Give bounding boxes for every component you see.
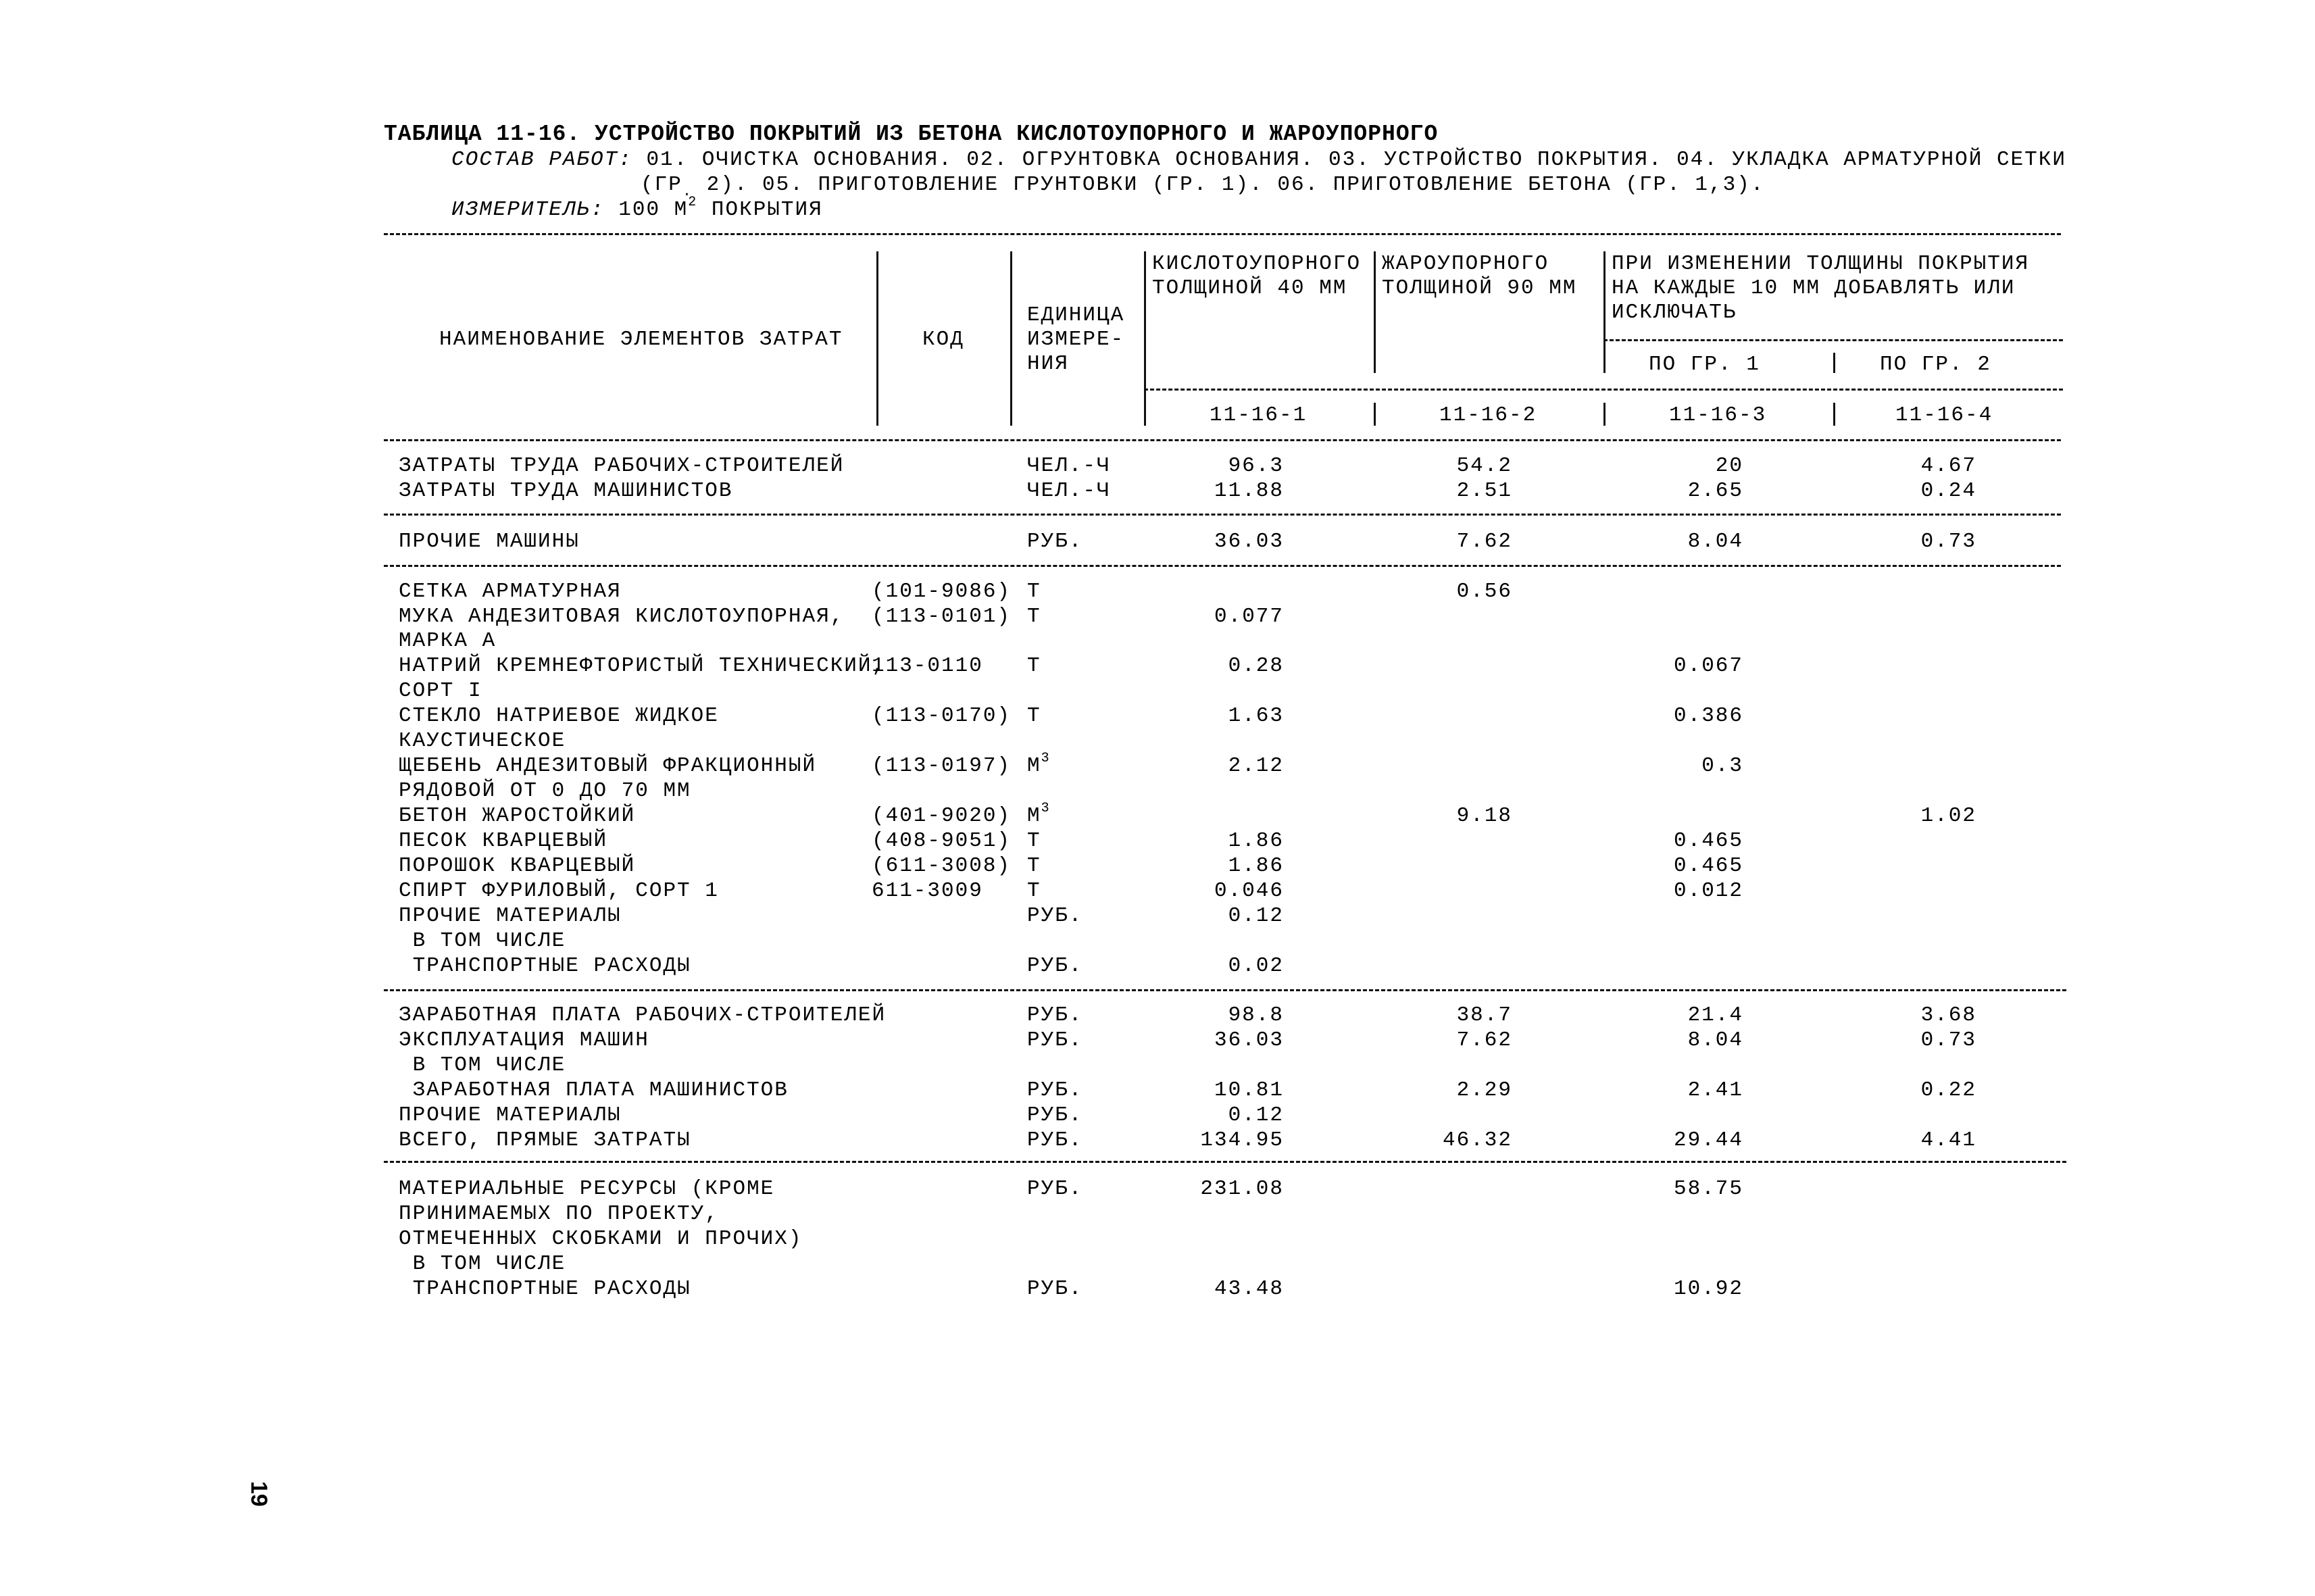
header-name: НАИМЕНОВАНИЕ ЭЛЕМЕНТОВ ЗАТРАТ bbox=[439, 328, 843, 351]
cell-code: (101-9086) bbox=[872, 580, 1012, 603]
cell-v3: 0.012 bbox=[1673, 879, 1743, 903]
cell-v4: 0.24 bbox=[1920, 479, 1976, 503]
cell-code: (408-9051) bbox=[872, 829, 1012, 853]
header-code-3: 11-16-3 bbox=[1669, 403, 1767, 427]
cell-v2: 2.51 bbox=[1456, 479, 1512, 503]
header-sub-rule bbox=[1603, 339, 2063, 341]
cell-name: СЕТКА АРМАТУРНАЯ bbox=[399, 580, 622, 603]
cell-name: СОРТ I bbox=[399, 679, 482, 703]
cell-v4: 0.73 bbox=[1920, 1028, 1976, 1052]
measure-line: ИЗМЕРИТЕЛЬ: 100 $М^2$ ПОКРЫТИЯ bbox=[451, 194, 823, 222]
cell-v1: 11.88 bbox=[1214, 479, 1284, 503]
cell-unit: РУБ. bbox=[1027, 1277, 1083, 1301]
header-heat-2: ТОЛЩИНОЙ 90 ММ bbox=[1382, 276, 1577, 300]
header-group-2: ПО ГР. 2 bbox=[1880, 353, 1991, 376]
header-unit-2: ИЗМЕРЕ- bbox=[1027, 328, 1125, 351]
header-acid-1: КИСЛОТОУПОРНОГО bbox=[1152, 252, 1362, 276]
cell-name: ПРОЧИЕ МАШИНЫ bbox=[399, 530, 580, 553]
measure-label: ИЗМЕРИТЕЛЬ: bbox=[451, 198, 605, 222]
cell-unit: ЧЕЛ.-Ч bbox=[1027, 479, 1111, 503]
cell-name: В ТОМ ЧИСЛЕ bbox=[399, 929, 566, 953]
cell-unit: Т bbox=[1027, 854, 1041, 878]
cell-v3: 0.3 bbox=[1701, 754, 1743, 778]
unit-superscript: 3 bbox=[1041, 800, 1051, 816]
header-heat-1: ЖАРОУПОРНОГО bbox=[1382, 252, 1549, 276]
cell-unit: Т bbox=[1027, 704, 1041, 728]
cell-code: 611-3009 bbox=[872, 879, 983, 903]
cell-unit: Т bbox=[1027, 879, 1041, 903]
cell-code: (401-9020) bbox=[872, 804, 1012, 828]
cell-unit: $М^3$ bbox=[1027, 750, 1051, 778]
header-divider bbox=[1603, 351, 1605, 372]
header-change-1: ПРИ ИЗМЕНЕНИИ ТОЛЩИНЫ ПОКРЫТИЯ bbox=[1612, 252, 2030, 276]
cell-name: КАУСТИЧЕСКОЕ bbox=[399, 729, 566, 753]
header-change-3: ИСКЛЮЧАТЬ bbox=[1612, 301, 1737, 324]
cell-unit: РУБ. bbox=[1027, 904, 1083, 928]
cell-name: ПРОЧИЕ МАТЕРИАЛЫ bbox=[399, 1103, 622, 1127]
header-divider bbox=[1603, 403, 1605, 426]
cell-v3: 8.04 bbox=[1687, 1028, 1743, 1052]
cell-v1: 0.28 bbox=[1228, 654, 1284, 678]
page-number: 19 bbox=[246, 1481, 272, 1507]
cell-unit: РУБ. bbox=[1027, 954, 1083, 978]
cell-v2: 54.2 bbox=[1456, 454, 1512, 478]
header-divider bbox=[876, 251, 878, 426]
cell-v3: 8.04 bbox=[1687, 530, 1743, 553]
work-composition-label: СОСТАВ РАБОТ: bbox=[451, 148, 632, 172]
cell-name: В ТОМ ЧИСЛЕ bbox=[399, 1053, 566, 1077]
cell-code: (113-0197) bbox=[872, 754, 1012, 778]
cell-code: (611-3008) bbox=[872, 854, 1012, 878]
cell-v1: 0.02 bbox=[1228, 954, 1284, 978]
header-code-rule bbox=[1144, 389, 2063, 391]
cell-unit: РУБ. bbox=[1027, 530, 1083, 553]
cell-unit: РУБ. bbox=[1027, 1003, 1083, 1027]
cell-v4: 1.02 bbox=[1920, 804, 1976, 828]
header-divider bbox=[1833, 353, 1835, 373]
cell-v3: 2.41 bbox=[1687, 1078, 1743, 1102]
cell-v3: 58.75 bbox=[1673, 1177, 1743, 1201]
header-code: КОД bbox=[922, 328, 964, 351]
cell-v1: 0.12 bbox=[1228, 904, 1284, 928]
cell-v3: 20 bbox=[1715, 454, 1743, 478]
cell-unit: ЧЕЛ.-Ч bbox=[1027, 454, 1111, 478]
cell-unit: РУБ. bbox=[1027, 1103, 1083, 1127]
header-divider bbox=[1144, 251, 1146, 426]
cell-name: ПОРОШОК КВАРЦЕВЫЙ bbox=[399, 854, 636, 878]
cell-name: МАТЕРИАЛЬНЫЕ РЕСУРСЫ (КРОМЕ bbox=[399, 1177, 775, 1201]
cell-code: (113-0101) bbox=[872, 605, 1012, 628]
cell-name: МУКА АНДЕЗИТОВАЯ КИСЛОТОУПОРНАЯ, bbox=[399, 605, 845, 628]
cell-name: ПРОЧИЕ МАТЕРИАЛЫ bbox=[399, 904, 622, 928]
cell-v4: 0.22 bbox=[1920, 1078, 1976, 1102]
cell-code: (113-0170) bbox=[872, 704, 1012, 728]
cell-unit: Т bbox=[1027, 580, 1041, 603]
work-composition-line-2: ($ГР_.$ 2). 05. ПРИГОТОВЛЕНИЕ ГРУНТОВКИ (ГР. 1). 06. ПРИГОТОВЛЕНИЕ БЕТОНА (ГР. 1,3). bbox=[641, 173, 1765, 200]
cell-name: ЗАТРАТЫ ТРУДА МАШИНИСТОВ bbox=[399, 479, 733, 503]
header-top-rule bbox=[384, 233, 2061, 235]
cell-name: МАРКА А bbox=[399, 629, 497, 653]
cell-v1: 98.8 bbox=[1228, 1003, 1284, 1027]
cell-v1: 0.077 bbox=[1214, 605, 1284, 628]
cell-v3: 0.067 bbox=[1673, 654, 1743, 678]
table-title: ТАБЛИЦА 11-16. УСТРОЙСТВО ПОКРЫТИЙ ИЗ БЕТОНА КИСЛОТОУПОРНОГО И ЖАРОУПОРНОГО bbox=[384, 122, 1439, 147]
cell-name: ТРАНСПОРТНЫЕ РАСХОДЫ bbox=[399, 1277, 691, 1301]
cell-name: СТЕКЛО НАТРИЕВОЕ ЖИДКОЕ bbox=[399, 704, 719, 728]
header-bottom-rule bbox=[384, 439, 2061, 441]
cell-v1: 2.12 bbox=[1228, 754, 1284, 778]
header-change-2: НА КАЖДЫЕ 10 ММ ДОБАВЛЯТЬ ИЛИ bbox=[1612, 276, 2016, 300]
header-code-2: 11-16-2 bbox=[1439, 403, 1537, 427]
cell-v4: 4.41 bbox=[1920, 1128, 1976, 1152]
cell-unit: РУБ. bbox=[1027, 1177, 1083, 1201]
cell-v3: 0.465 bbox=[1673, 829, 1743, 853]
cell-v4: 3.68 bbox=[1920, 1003, 1976, 1027]
cell-unit: Т bbox=[1027, 829, 1041, 853]
cell-v1: 10.81 bbox=[1214, 1078, 1284, 1102]
unit-superscript: 3 bbox=[1041, 750, 1051, 766]
cell-unit: Т bbox=[1027, 654, 1041, 678]
header-acid-2: ТОЛЩИНОЙ 40 ММ bbox=[1152, 276, 1347, 300]
cell-v3: 0.386 bbox=[1673, 704, 1743, 728]
cell-name: НАТРИЙ КРЕМНЕФТОРИСТЫЙ ТЕХНИЧЕСКИЙ, bbox=[399, 654, 887, 678]
cell-name: ЗАРАБОТНАЯ ПЛАТА РАБОЧИХ-СТРОИТЕЛЕЙ bbox=[399, 1003, 887, 1027]
work-composition-line-1: СОСТАВ РАБОТ: 01. ОЧИСТКА ОСНОВАНИЯ. 02. ОГРУНТОВКА ОСНОВАНИЯ. 03. УСТРОЙСТВО ПОКРЫТИЯ. 04. УКЛАДКА АРМАТУРНОЙ СЕТКИ bbox=[451, 148, 2066, 172]
cell-unit: Т bbox=[1027, 605, 1041, 628]
cell-v1: 134.95 bbox=[1200, 1128, 1284, 1152]
cell-name: В ТОМ ЧИСЛЕ bbox=[399, 1252, 566, 1276]
cell-v2: 38.7 bbox=[1456, 1003, 1512, 1027]
cell-code: 113-0110 bbox=[872, 654, 983, 678]
cell-name: ПЕСОК КВАРЦЕВЫЙ bbox=[399, 829, 608, 853]
cell-unit: РУБ. bbox=[1027, 1128, 1083, 1152]
cell-v1: 0.12 bbox=[1228, 1103, 1284, 1127]
cell-v1: 43.48 bbox=[1214, 1277, 1284, 1301]
cell-v1: 231.08 bbox=[1200, 1177, 1284, 1201]
section-rule bbox=[384, 1161, 2066, 1163]
cell-v4: 4.67 bbox=[1920, 454, 1976, 478]
cell-name: ЗАРАБОТНАЯ ПЛАТА МАШИНИСТОВ bbox=[399, 1078, 789, 1102]
cell-name: ВСЕГО, ПРЯМЫЕ ЗАТРАТЫ bbox=[399, 1128, 691, 1152]
cell-v1: 96.3 bbox=[1228, 454, 1284, 478]
cell-v1: 0.046 bbox=[1214, 879, 1284, 903]
cell-unit: $М^3$ bbox=[1027, 800, 1051, 828]
cell-v3: 2.65 bbox=[1687, 479, 1743, 503]
cell-v1: 1.63 bbox=[1228, 704, 1284, 728]
section-rule bbox=[384, 565, 2061, 567]
header-divider bbox=[1010, 251, 1012, 426]
cell-name: ПРИНИМАЕМЫХ ПО ПРОЕКТУ, bbox=[399, 1202, 719, 1226]
header-unit-1: ЕДИНИЦА bbox=[1027, 303, 1125, 327]
cell-v2: 2.29 bbox=[1456, 1078, 1512, 1102]
cell-v1: 36.03 bbox=[1214, 1028, 1284, 1052]
cell-name: ОТМЕЧЕННЫХ СКОБКАМИ И ПРОЧИХ) bbox=[399, 1227, 803, 1251]
section-rule bbox=[384, 989, 2066, 991]
cell-v2: 9.18 bbox=[1456, 804, 1512, 828]
cell-unit: РУБ. bbox=[1027, 1028, 1083, 1052]
header-code-1: 11-16-1 bbox=[1210, 403, 1308, 427]
header-divider bbox=[1374, 403, 1376, 426]
cell-name: ЗАТРАТЫ ТРУДА РАБОЧИХ-СТРОИТЕЛЕЙ bbox=[399, 454, 845, 478]
cell-v1: 1.86 bbox=[1228, 829, 1284, 853]
cell-name: СПИРТ ФУРИЛОВЫЙ, СОРТ 1 bbox=[399, 879, 719, 903]
cell-v4: 0.73 bbox=[1920, 530, 1976, 553]
cell-unit: РУБ. bbox=[1027, 1078, 1083, 1102]
section-rule bbox=[384, 514, 2061, 516]
cell-v2: 0.56 bbox=[1456, 580, 1512, 603]
header-divider bbox=[1833, 403, 1835, 426]
header-divider bbox=[1374, 251, 1376, 373]
header-group-1: ПО ГР. 1 bbox=[1649, 353, 1760, 376]
header-unit-3: НИЯ bbox=[1027, 352, 1069, 376]
cell-v3: 21.4 bbox=[1687, 1003, 1743, 1027]
cell-name: ЩЕБЕНЬ АНДЕЗИТОВЫЙ ФРАКЦИОННЫЙ bbox=[399, 754, 817, 778]
cell-v3: 10.92 bbox=[1673, 1277, 1743, 1301]
cell-v1: 36.03 bbox=[1214, 530, 1284, 553]
cell-v1: 1.86 bbox=[1228, 854, 1284, 878]
cell-name: РЯДОВОЙ ОТ 0 ДО 70 ММ bbox=[399, 779, 691, 803]
cell-name: ТРАНСПОРТНЫЕ РАСХОДЫ bbox=[399, 954, 691, 978]
cell-name: БЕТОН ЖАРОСТОЙКИЙ bbox=[399, 804, 636, 828]
header-code-4: 11-16-4 bbox=[1895, 403, 1993, 427]
cell-v3: 29.44 bbox=[1673, 1128, 1743, 1152]
cell-name: ЭКСПЛУАТАЦИЯ МАШИН bbox=[399, 1028, 649, 1052]
cell-v3: 0.465 bbox=[1673, 854, 1743, 878]
cell-v2: 7.62 bbox=[1456, 1028, 1512, 1052]
cell-v2: 46.32 bbox=[1442, 1128, 1512, 1152]
cell-v2: 7.62 bbox=[1456, 530, 1512, 553]
